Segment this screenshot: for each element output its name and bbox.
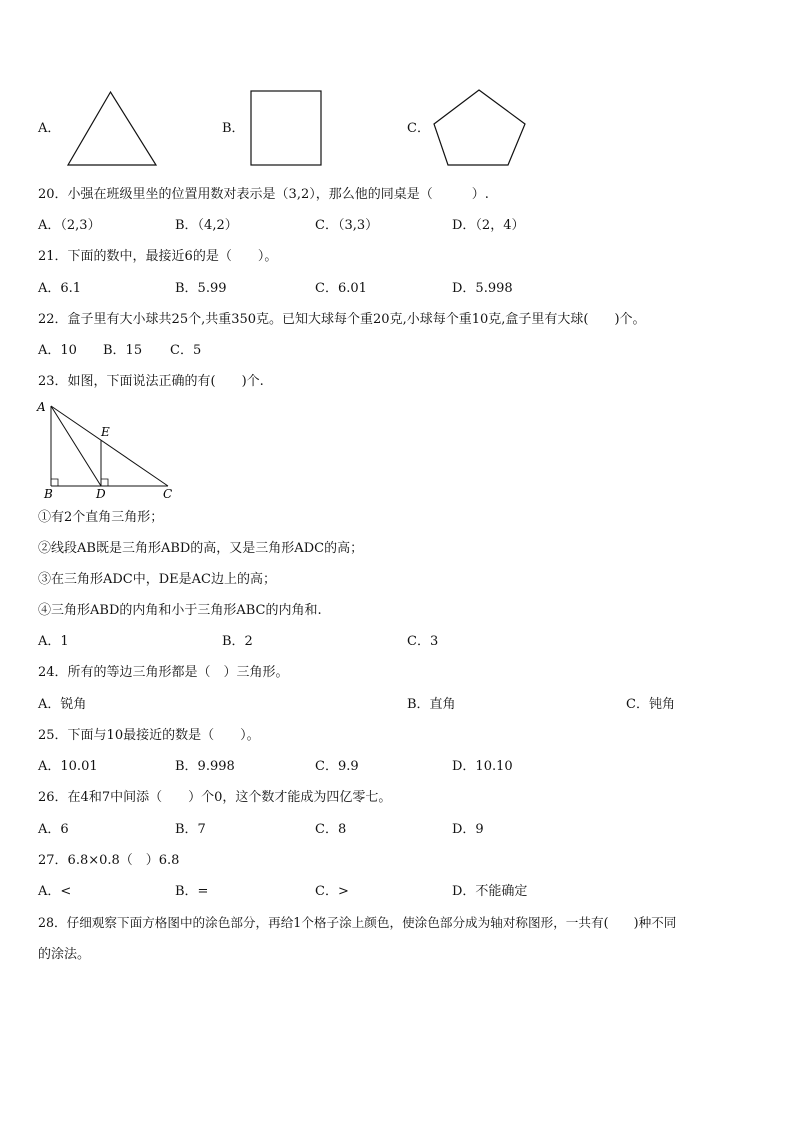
question-20-option-b: B．（4,2） — [175, 218, 238, 233]
question-22-option-a: A．10 — [38, 343, 77, 358]
question-21-option-b: B．5.99 — [175, 281, 227, 296]
figure-label-b: B — [44, 487, 53, 501]
figure-label-d: D — [96, 487, 106, 501]
question-27-option-a: A．< — [38, 884, 72, 899]
question-26-stem: 26．在4和7中间添（ ）个0，这个数才能成为四亿零七。 — [38, 790, 392, 805]
figure-label-c: C — [163, 487, 173, 501]
question-22-option-c: C．5 — [170, 343, 202, 358]
question-25-option-b: B．9.998 — [175, 759, 235, 774]
triangle-shape — [66, 90, 158, 168]
question-23-statement-3: ③在三角形ADC中，DE是AC边上的高； — [38, 572, 277, 587]
question-28-stem-line-1: 28．仔细观察下面方格图中的涂色部分，再给1个格子涂上颜色，使涂色部分成为轴对称图形，一共有( )种不同 — [38, 915, 677, 930]
question-26-option-a: A．6 — [38, 822, 69, 837]
question-26-option-b: B．7 — [175, 822, 206, 837]
shape-option-b-label: B． — [222, 121, 245, 136]
question-28-stem-line-2: 的涂法。 — [38, 947, 91, 962]
question-25-option-c: C．9.9 — [315, 759, 359, 774]
question-22-stem: 22．盒子里有大小球共25个,共重350克。已知大球每个重20克,小球每个重10克,盒子里有大球( )个。 — [38, 312, 646, 327]
question-23-statement-2: ②线段AB既是三角形ABD的高，又是三角形ADC的高； — [38, 541, 364, 556]
question-24-option-c: C．钝角 — [626, 697, 675, 712]
question-23-option-c: C．3 — [407, 634, 439, 649]
question-20-stem: 20．小强在班级里坐的位置用数对表示是（3,2），那么他的同桌是（ ）. — [38, 187, 489, 202]
shape-option-c-label: C． — [407, 121, 430, 136]
pentagon-shape — [432, 88, 528, 168]
question-23-statement-4: ④三角形ABD的内角和小于三角形ABC的内角和. — [38, 603, 322, 618]
question-23-statement-1: ①有2个直角三角形； — [38, 510, 164, 525]
question-22-option-b: B．15 — [103, 343, 143, 358]
question-27-option-b: B．= — [175, 884, 209, 899]
question-21-option-a: A．6.1 — [38, 281, 82, 296]
figure-label-e: E — [101, 425, 110, 439]
question-21-option-c: C．6.01 — [315, 281, 367, 296]
question-25-option-a: A．10.01 — [38, 759, 98, 774]
question-24-option-b: B．直角 — [407, 697, 456, 712]
question-23-option-b: B．2 — [222, 634, 253, 649]
question-27-option-d: D．不能确定 — [452, 884, 528, 899]
question-26-option-c: C．8 — [315, 822, 347, 837]
question-24-option-a: A．锐角 — [38, 697, 87, 712]
question-27-stem: 27．6.8×0.8（ ）6.8 — [38, 853, 180, 868]
question-20-option-a: A．（2,3） — [38, 218, 101, 233]
right-triangle-figure — [34, 398, 184, 502]
question-25-stem: 25．下面与10最接近的数是（ ）。 — [38, 728, 260, 743]
question-24-stem: 24．所有的等边三角形都是（ ）三角形。 — [38, 665, 289, 680]
question-20-option-c: C．（3,3） — [315, 218, 379, 233]
question-27-option-c: C．> — [315, 884, 349, 899]
question-26-option-d: D．9 — [452, 822, 484, 837]
question-23-stem: 23．如图，下面说法正确的有( )个. — [38, 374, 264, 389]
shape-option-a-label: A． — [38, 121, 61, 136]
square-shape — [250, 90, 324, 168]
question-25-option-d: D．10.10 — [452, 759, 513, 774]
question-21-option-d: D．5.998 — [452, 281, 513, 296]
figure-label-a: A — [37, 400, 46, 414]
question-20-option-d: D．（2，4） — [452, 218, 525, 233]
question-21-stem: 21．下面的数中，最接近6的是（ ）。 — [38, 249, 278, 264]
question-23-option-a: A．1 — [38, 634, 69, 649]
